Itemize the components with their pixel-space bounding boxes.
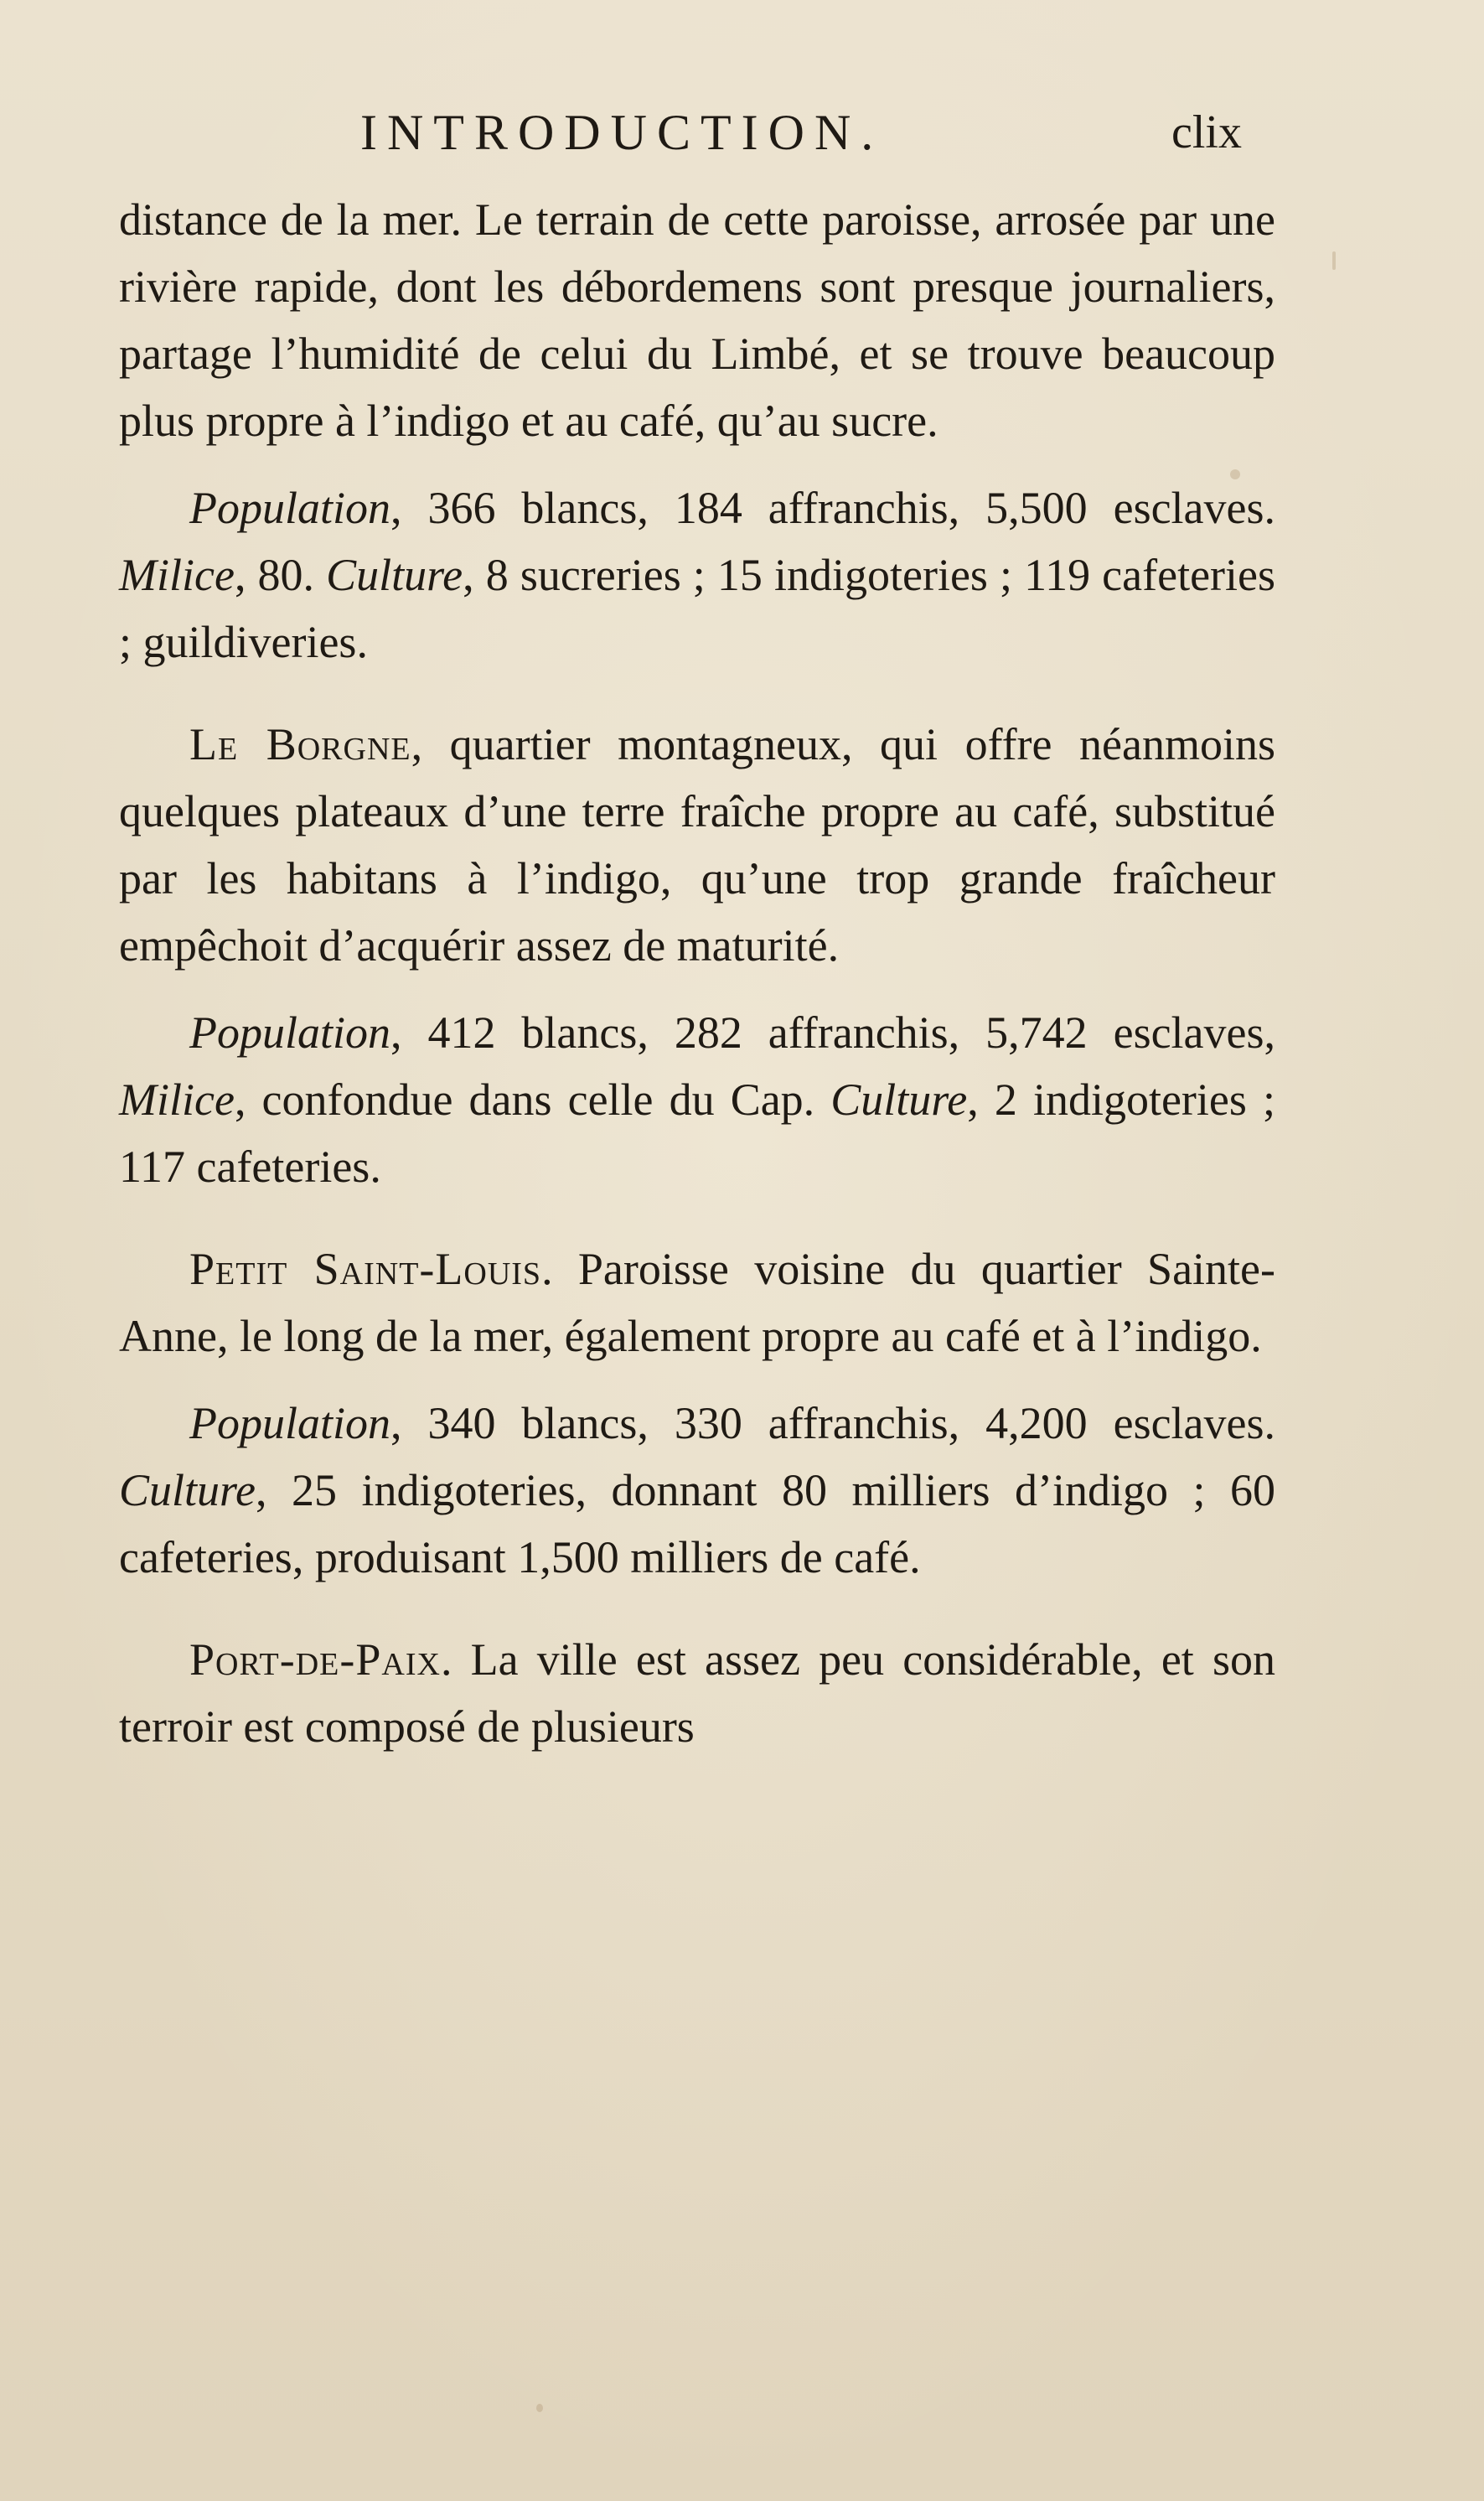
text-run: , 412 blancs, 282 affranchis, 5,742 esclaves, [390,1007,1275,1058]
label-milice: Milice [119,1074,235,1125]
page-number: clix [1171,106,1242,158]
paper-blemish [1230,469,1240,479]
text-run: , 8 sucreries ; 15 indigoteries ; 119 cafeteries ; guildiveries. [119,550,1276,667]
text-run: distance de la mer. Le terrain de cette paroisse, arrosée par une rivière rapide, dont les débordemens sont presque journaliers, partage l’humidité de celui du Limbé, et se trouve beaucoup plus propre à l’indigo et au café, qu’au sucre. [119,194,1275,446]
text-run: , quartier montagneux, qui offre néanmoins quelques plateaux d’une terre fraîche propre au café, substitué par les habitans à l’indigo, qu’une trop grande fraîcheur empêchoit d’acquérir assez de maturité. [119,719,1275,971]
body-text [119,186,1275,1760]
text-run: , 25 indigoteries, donnant 80 milliers d’indigo ; 60 cafeteries, produisant 1,500 milliers de café. [119,1465,1275,1582]
label-population: Population [189,1398,390,1448]
paragraph-statistics [119,999,1275,1200]
paragraph-continuation [119,186,1275,454]
text-run: . La ville est assez peu considérable, et son terroir est composé de plusieurs [119,1634,1275,1752]
label-population: Population [189,483,390,533]
label-culture: Culture [830,1074,968,1125]
paragraph-statistics [119,474,1275,676]
text-run: , 340 blancs, 330 affranchis, 4,200 esclaves. [390,1398,1275,1448]
label-culture: Culture [326,550,463,600]
paragraph-parish [119,711,1275,979]
parish-name: Petit Saint-Louis [189,1244,542,1294]
parish-name: Port-de-Paix [189,1634,441,1685]
paragraph-parish [119,1626,1275,1760]
paragraph-parish [119,1235,1275,1370]
text-run: , confondue dans celle du Cap. [234,1074,831,1125]
paper-blemish [1332,251,1336,270]
parish-name: Le Borgne [189,719,411,769]
paragraph-statistics [119,1390,1275,1591]
page-header [0,99,1484,166]
running-title: INTRODUCTION. [360,105,884,160]
label-culture: Culture [119,1465,256,1515]
text-run: , 2 indigoteries ; 117 cafeteries. [119,1074,1275,1192]
text-run: , 366 blancs, 184 affranchis, 5,500 esclaves. [390,483,1275,533]
label-milice: Milice [119,550,235,600]
text-run: , 80. [234,550,327,600]
label-population: Population [189,1007,390,1058]
text-run: . Paroisse voisine du quartier Sainte-Anne, le long de la mer, également propre au café et à l’indigo. [119,1244,1275,1361]
paper-blemish [536,2404,543,2412]
